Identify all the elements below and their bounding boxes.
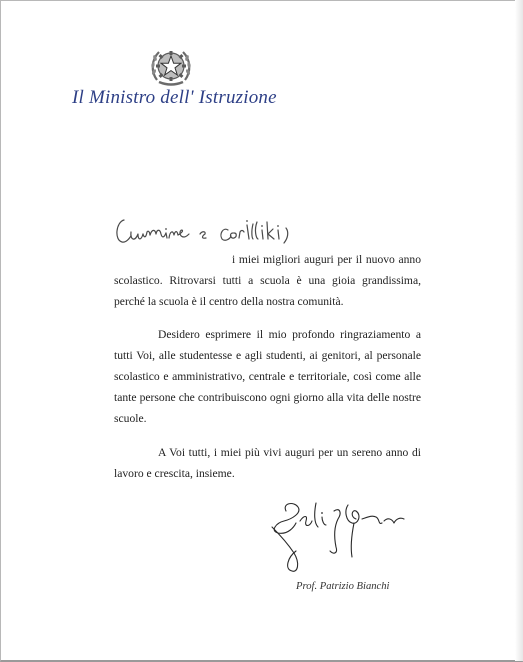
ministry-title: Il Ministro dell' Istruzione	[72, 87, 277, 108]
page-edge-shadow	[515, 0, 523, 661]
paragraph-1-text: i miei migliori auguri per il nuovo anno scolastico. Ritrovarsi tutti a scuola è una gioia grandissima, perché la scuola è il centro della nostra comunità.	[114, 253, 421, 308]
italian-republic-emblem-icon	[147, 42, 195, 90]
handwritten-signature	[264, 497, 424, 579]
handwritten-salutation	[110, 212, 330, 252]
paragraph-3: A Voi tutti, i miei più vivi auguri per un sereno anno di lavoro e crescita, insieme.	[114, 446, 421, 480]
signer-name: Prof. Patrizio Bianchi	[296, 581, 390, 592]
paragraph-1	[114, 249, 421, 312]
paragraph-2: Desidero esprimere il mio profondo ringraziamento a tutti Voi, alle studentesse e agli studenti, ai genitori, al personale scolastico e amministrativo, centrale e territoriale, così come alle tante persone che contribuiscono ogni giorno alla vita delle nostre scuole.	[114, 328, 421, 425]
